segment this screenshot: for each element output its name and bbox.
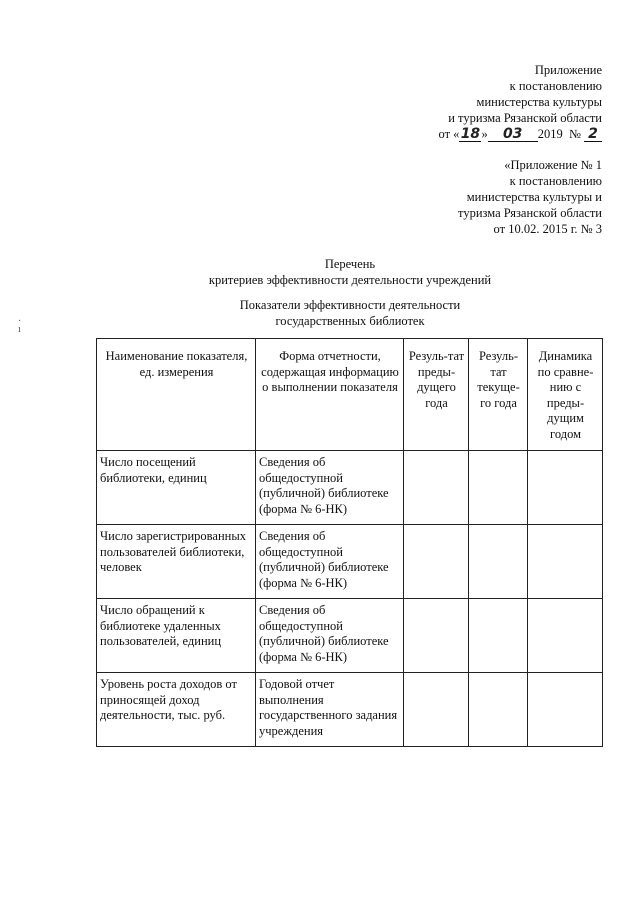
date-prefix: от « xyxy=(438,127,460,141)
report-form: Годовой отчет выполнения государственного задания учреждения xyxy=(256,673,404,747)
table-row xyxy=(97,525,603,599)
indicator-name: Число посещений библиотеки, единиц xyxy=(97,451,256,525)
header-date-line xyxy=(439,126,603,142)
table-row xyxy=(97,599,603,673)
scan-speck: · ı xyxy=(18,316,22,335)
document-subtitle xyxy=(0,297,640,329)
criteria-table xyxy=(96,338,603,747)
column-header: Форма отчетности, содержащая информацию о выполнении показателя xyxy=(256,339,404,451)
prev-year-value xyxy=(404,673,469,747)
handwritten-number: 2 xyxy=(584,127,602,142)
subtitle-line: Показатели эффективности деятельности xyxy=(239,298,461,312)
curr-year-value xyxy=(469,451,528,525)
curr-year-value xyxy=(469,673,528,747)
title-line: критериев эффективности деятельности учреждений xyxy=(208,273,492,287)
report-form: Сведения об общедоступной (публичной) библиотеке (форма № 6-НК) xyxy=(256,525,404,599)
column-header: Резуль-тат текуще-го года xyxy=(469,339,528,451)
column-header: Динамика по сравне-нию с преды-дущим годом xyxy=(528,339,603,451)
original-appendix-header xyxy=(458,157,602,237)
prev-year-value xyxy=(404,599,469,673)
curr-year-value xyxy=(469,525,528,599)
handwritten-month: 03 xyxy=(488,127,538,142)
quote-close: » xyxy=(481,127,488,141)
title-line: Перечень xyxy=(324,257,376,271)
indicator-name: Число зарегистрированных пользователей библиотеки, человек xyxy=(97,525,256,599)
header-line: министерства культуры xyxy=(476,95,602,109)
header-line: к постановлению xyxy=(509,79,602,93)
header-line: министерства культуры и xyxy=(466,190,602,204)
document-title xyxy=(0,256,640,288)
table-row xyxy=(97,451,603,525)
table-header-row xyxy=(97,339,603,451)
dynamics-value xyxy=(528,599,603,673)
indicator-name: Уровень роста доходов от приносящей доход деятельности, тыс. руб. xyxy=(97,673,256,747)
header-line: «Приложение № 1 xyxy=(504,158,602,172)
prev-year-value xyxy=(404,525,469,599)
table-row xyxy=(97,673,603,747)
header-line: к постановлению xyxy=(509,174,602,188)
handwritten-day: 18 xyxy=(460,126,481,142)
header-line: и туризма Рязанской области xyxy=(448,111,602,125)
subtitle-line: государственных библиотек xyxy=(275,314,425,328)
curr-year-value xyxy=(469,599,528,673)
report-form: Сведения об общедоступной (публичной) библиотеке (форма № 6-НК) xyxy=(256,451,404,525)
header-line: Приложение xyxy=(534,63,602,77)
date-year: 2019 xyxy=(537,127,563,141)
number-label: № xyxy=(568,127,581,141)
indicator-name: Число обращений к библиотеке удаленных пользователей, единиц xyxy=(97,599,256,673)
approval-header xyxy=(439,62,603,142)
prev-year-value xyxy=(404,451,469,525)
report-form: Сведения об общедоступной (публичной) библиотеке (форма № 6-НК) xyxy=(256,599,404,673)
header-line: туризма Рязанской области xyxy=(458,206,602,220)
dynamics-value xyxy=(528,525,603,599)
dynamics-value xyxy=(528,451,603,525)
column-header: Резуль-тат преды-дущего года xyxy=(404,339,469,451)
dynamics-value xyxy=(528,673,603,747)
column-header: Наименование показателя, ед. измерения xyxy=(97,339,256,451)
header-line: от 10.02. 2015 г. № 3 xyxy=(493,222,602,236)
